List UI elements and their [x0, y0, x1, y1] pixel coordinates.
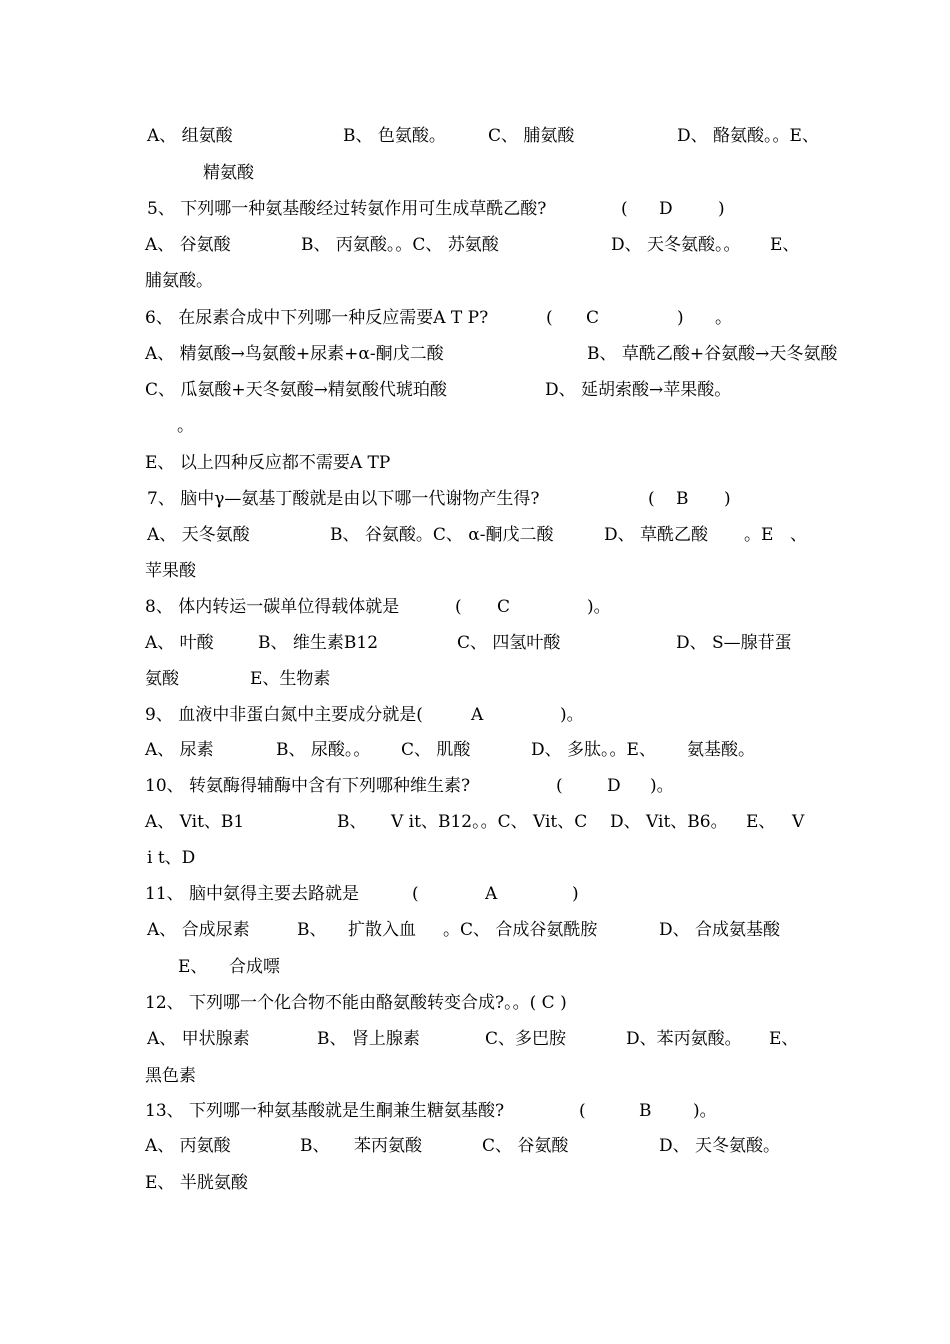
paren-open: (: [648, 489, 655, 509]
option-b-c: B、 谷氨酸。C、 α-酮戊二酸: [330, 525, 554, 545]
answer-options-q6-ab: [0, 341, 950, 367]
option-b-c: B、 丙氨酸。。C、 苏氨酸: [301, 235, 499, 255]
question-text: 9、 血液中非蛋白氮中主要成分就是(: [145, 705, 423, 725]
option-b: B、 肾上腺素: [317, 1029, 420, 1049]
option-c: C、 谷氨酸: [482, 1136, 569, 1156]
option-b: B、 色氨酸。: [343, 126, 446, 146]
paren-open: (: [556, 776, 563, 796]
option-d: D、 合成氨基酸: [659, 920, 781, 940]
option-e-text: 黑色素: [145, 1066, 196, 1086]
question-7: [0, 486, 950, 512]
answer-options-q10: [0, 809, 950, 835]
answer-letter: B: [639, 1101, 652, 1121]
paren-close: ): [718, 199, 725, 219]
option-c: 。C、 合成谷氨酰胺: [443, 920, 598, 940]
option-a: A、 天冬氨酸: [147, 525, 250, 545]
option-c: C、多巴胺: [485, 1029, 567, 1049]
option-e-sep: 、: [790, 525, 807, 545]
answer-options-q5: [0, 232, 950, 258]
option-d: D、 S—腺苷蛋: [676, 633, 792, 653]
option-e-text: 合成嘌: [229, 957, 280, 977]
option-b-label: B、: [337, 812, 367, 832]
option-c: C、 脯氨酸: [488, 126, 575, 146]
answer-options-q8-cont: [0, 666, 950, 692]
option-e-text: 精氨酸: [203, 163, 254, 183]
option-a: A、 尿素: [145, 740, 214, 760]
answer-options-q10-cont: [0, 845, 950, 871]
option-e-label: 。E: [744, 525, 774, 545]
paren-open: (: [579, 1101, 586, 1121]
option-c: C、 四氢叶酸: [457, 633, 561, 653]
option-d-e: D、 酪氨酸。。E、: [677, 126, 819, 146]
answer-options-q13: [0, 1133, 950, 1159]
option-d: D、苯丙氨酸。: [626, 1029, 742, 1049]
question-8: [0, 594, 950, 620]
answer-options-q11: [0, 917, 950, 943]
answer-options-q4-cont: [0, 160, 950, 186]
paren-open: (: [621, 199, 628, 219]
option-d: D、 延胡索酸→苹果酸。: [545, 380, 732, 400]
option-b: B、 维生素B12: [258, 633, 379, 653]
answer-options-q7: [0, 522, 950, 548]
period-mark: 。: [177, 416, 194, 436]
paren-close: ): [677, 308, 684, 328]
option-e: E、 以上四种反应都不需要A TP: [145, 453, 391, 473]
option-d: D、 Vit、B6。: [610, 812, 728, 832]
question-9: [0, 702, 950, 728]
answer-letter: D: [607, 776, 621, 796]
question-13: [0, 1098, 950, 1124]
answer-options-q7-cont: [0, 558, 950, 584]
option-a: A、 Vit、B1: [145, 812, 245, 832]
option-a: A、 丙氨酸: [145, 1136, 231, 1156]
question-10: [0, 773, 950, 799]
option-d: D、 天冬氨酸。。: [611, 235, 741, 255]
option-e-text: V: [792, 812, 805, 832]
question-text: 5、 下列哪一种氨基酸经过转氨作用可生成草酰乙酸?: [147, 199, 547, 219]
option-d-cont: 氨酸: [145, 669, 179, 689]
option-e: E、生物素: [250, 669, 331, 689]
answer-options-q12: [0, 1026, 950, 1052]
option-b-text: 苯丙氨酸: [354, 1136, 422, 1156]
option-b: B、 尿酸。。: [276, 740, 371, 760]
option-d: D、 草酰乙酸: [604, 525, 709, 545]
stray-mark: [0, 413, 950, 439]
option-b-c: V it、B12。。C、 Vit、C: [391, 812, 588, 832]
question-text: 13、 下列哪一种氨基酸就是生酮兼生糖氨基酸?: [145, 1101, 505, 1121]
paren-open: (: [455, 597, 462, 617]
paren-close: ): [724, 489, 731, 509]
option-a: A、 叶酸: [145, 633, 214, 653]
option-e-text: 脯氨酸。: [145, 271, 213, 291]
question-text: 7、 脑中γ—氨基丁酸就是由以下哪一代谢物产生得?: [147, 489, 540, 509]
question-text: 11、 脑中氨得主要去路就是: [145, 884, 360, 904]
period-mark: 。: [715, 308, 732, 328]
option-e: E、: [746, 812, 776, 832]
answer-options-q11-cont: [0, 954, 950, 980]
option-e: E、: [769, 1029, 799, 1049]
option-d: D、 天冬氨酸。: [659, 1136, 781, 1156]
option-a: A、 合成尿素: [147, 920, 250, 940]
question-text: 8、 体内转运一碳单位得载体就是: [145, 597, 400, 617]
answer-options-q13-cont: [0, 1170, 950, 1196]
answer-letter: A: [471, 705, 484, 725]
question-text: 12、 下列哪一个化合物不能由酪氨酸转变合成?。。( C ): [145, 993, 567, 1013]
option-e-cont: i t、D: [147, 848, 196, 868]
answer-options-q12-cont: [0, 1063, 950, 1089]
question-text: 6、 在尿素合成中下列哪一种反应需要A T P?: [145, 308, 489, 328]
answer-letter: C: [586, 308, 600, 328]
option-d-e: D、 多肽。。E、: [531, 740, 656, 760]
option-c: C、 瓜氨酸+天冬氨酸→精氨酸代琥珀酸: [145, 380, 447, 400]
option-b-label: B、: [297, 920, 327, 940]
option-e-text: 苹果酸: [145, 561, 196, 581]
answer-options-q8: [0, 630, 950, 656]
answer-letter: B: [676, 489, 689, 509]
option-b-text: 扩散入血: [348, 920, 416, 940]
question-12: [0, 990, 950, 1016]
option-e: E、: [178, 957, 208, 977]
paren-close: )。: [650, 776, 674, 796]
option-e: E、: [770, 235, 800, 255]
answer-options-q6-e: [0, 450, 950, 476]
question-5: [0, 196, 950, 222]
option-e: E、 半胱氨酸: [145, 1173, 248, 1193]
answer-options-q6-cd: [0, 377, 950, 403]
paren-close: ): [572, 884, 579, 904]
option-a: A、 精氨酸→鸟氨酸+尿素+α-酮戊二酸: [145, 344, 444, 364]
answer-letter: A: [485, 884, 498, 904]
question-11: [0, 881, 950, 907]
question-6: [0, 305, 950, 331]
option-b: B、 草酰乙酸+谷氨酸→天冬氨酸: [587, 344, 838, 364]
paren-close: )。: [693, 1101, 717, 1121]
paren-close: )。: [560, 705, 584, 725]
answer-letter: C: [497, 597, 511, 617]
option-b-label: B、: [300, 1136, 330, 1156]
answer-options-q4: [0, 123, 950, 149]
option-a: A、 组氨酸: [147, 126, 233, 146]
paren-open: (: [546, 308, 553, 328]
option-a: A、 甲状腺素: [147, 1029, 250, 1049]
option-e-text: 氨基酸。: [687, 740, 755, 760]
answer-letter: D: [659, 199, 673, 219]
answer-options-q9: [0, 737, 950, 763]
paren-close: )。: [587, 597, 611, 617]
option-a: A、 谷氨酸: [145, 235, 231, 255]
answer-options-q5-cont: [0, 268, 950, 294]
paren-open: (: [412, 884, 419, 904]
question-text: 10、 转氨酶得辅酶中含有下列哪种维生素?: [145, 776, 471, 796]
option-c: C、 肌酸: [401, 740, 471, 760]
